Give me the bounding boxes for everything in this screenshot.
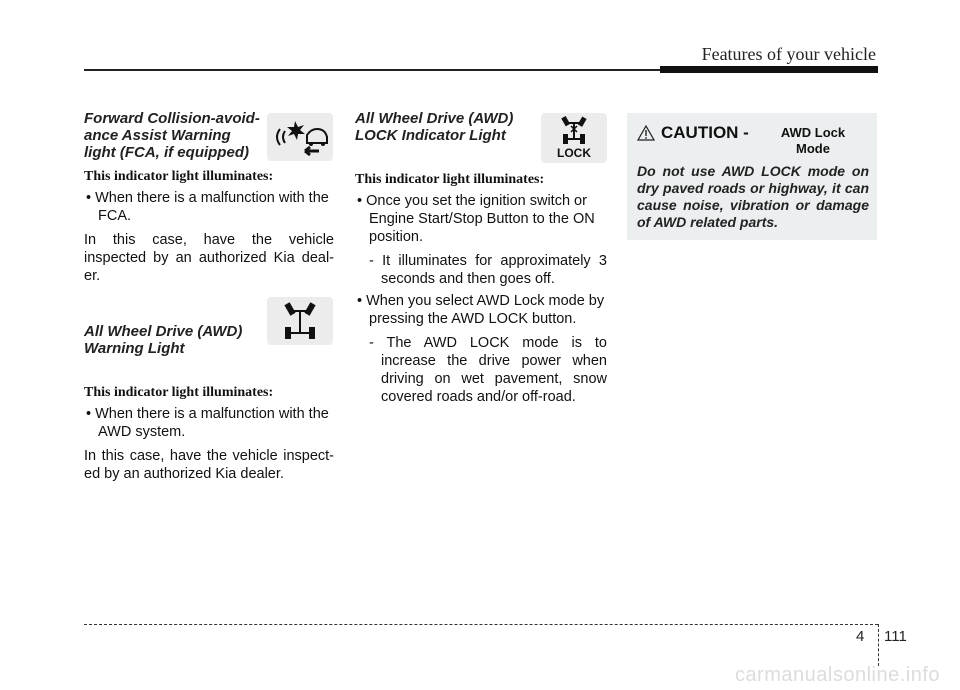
- footer-rule: [84, 624, 878, 625]
- bullet-item: • When you select AWD Lock mode by pressing the AWD LOCK button.: [357, 293, 605, 327]
- sub-item: - It illuminates for approximately 3 seconds and then goes off.: [369, 253, 607, 287]
- awd-warning-icon: [267, 297, 333, 345]
- caution-box: [627, 113, 877, 240]
- header-title: Features of your vehicle: [701, 44, 876, 64]
- section-awd-warning: [84, 323, 334, 483]
- lock-icon-label: LOCK: [557, 146, 591, 160]
- caution-word: CAUTION -: [661, 123, 749, 142]
- section-title: All Wheel Drive (AWD) LOCK Indicator Light: [355, 110, 514, 144]
- section-lead: This indicator light illuminates:: [355, 172, 545, 187]
- section-title: Forward Collision-avoid-ance Assist Warning light (FCA, if equipped): [84, 110, 260, 161]
- bullet-item: • Once you set the ignition switch or Engine Start/Stop Button to the ON position.: [357, 193, 595, 245]
- header-rule-accent: [660, 66, 878, 73]
- section-lead: This indicator light illuminates:: [84, 385, 274, 400]
- section-title: All Wheel Drive (AWD) Warning Light: [84, 323, 243, 357]
- bullet-item: • When there is a malfunction with the AWD system.: [86, 406, 329, 440]
- caution-body: Do not use AWD LOCK mode on dry paved roads or highway, it can cause noise, vibration or damage of AWD related parts.: [637, 163, 869, 230]
- bullet-item: • When there is a malfunction with the FCA.: [86, 190, 329, 224]
- watermark: carmanualsonline.info: [734, 664, 940, 686]
- awd-lock-icon: [541, 113, 607, 163]
- paragraph: In this case, have the vehicle inspect-ed by an authorized Kia dealer.: [84, 448, 334, 482]
- sub-item: - The AWD LOCK mode is to increase the drive power when driving on wet pavement, snow covered roads and/or off-road.: [369, 335, 607, 405]
- collision-warning-icon: [267, 113, 333, 161]
- paragraph: In this case, have the vehicle inspected by an authorized Kia deal-er.: [84, 232, 334, 284]
- caution-subject: AWD Lock Mode: [780, 125, 846, 156]
- page-number: 111: [884, 628, 907, 645]
- chapter-number: 4: [856, 628, 865, 645]
- footer-divider: [878, 624, 879, 666]
- warning-triangle-icon: [637, 125, 655, 146]
- section-lead: This indicator light illuminates:: [84, 169, 274, 184]
